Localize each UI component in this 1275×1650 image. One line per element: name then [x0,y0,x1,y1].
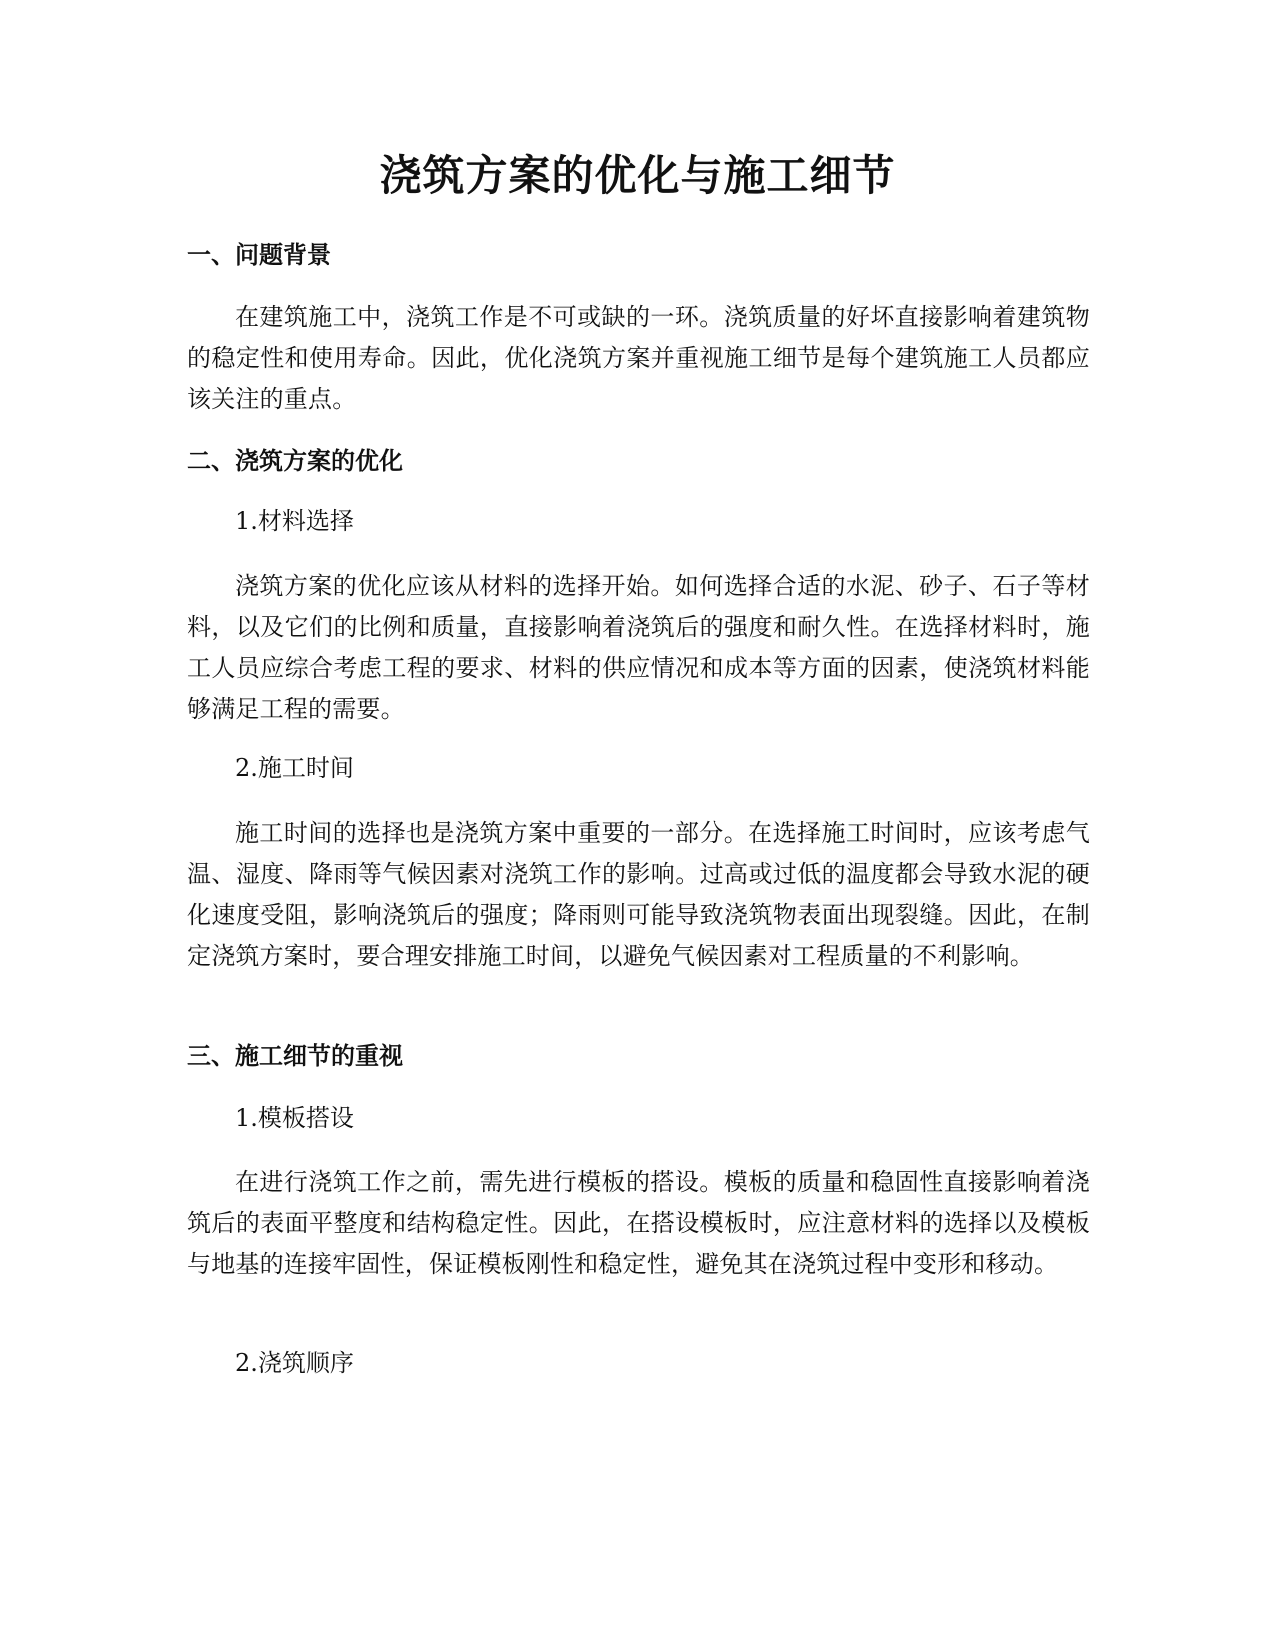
section-heading-background: 一、问题背景 [187,241,331,269]
subsection-label-formwork: 1.模板搭设 [235,1104,354,1132]
section-heading-details: 三、施工细节的重视 [187,1042,403,1070]
subsection-label-material: 1.材料选择 [235,507,354,535]
paragraph-formwork: 在进行浇筑工作之前，需先进行模板的搭设。模板的质量和稳固性直接影响着浇筑后的表面平整度和结构稳定性。因此，在搭设模板时，应注意材料的选择以及模板与地基的连接牢固性，保证模板刚性和稳定性，避免其在浇筑过程中变形和移动。 [187,1168,1090,1278]
document-title: 浇筑方案的优化与施工细节 [379,151,896,200]
section-heading-optimization: 二、浇筑方案的优化 [187,447,403,475]
paragraph-time: 施工时间的选择也是浇筑方案中重要的一部分。在选择施工时间时，应该考虑气温、湿度、降雨等气候因素对浇筑工作的影响。过高或过低的温度都会导致水泥的硬化速度受阻，影响浇筑后的强度；降雨则可能导致浇筑物表面出现裂缝。因此，在制定浇筑方案时，要合理安排施工时间，以避免气候因素对工程质量的不利影响。 [187,819,1090,970]
subsection-label-time: 2.施工时间 [235,754,354,782]
paragraph-background: 在建筑施工中，浇筑工作是不可或缺的一环。浇筑质量的好坏直接影响着建筑物的稳定性和使用寿命。因此，优化浇筑方案并重视施工细节是每个建筑施工人员都应该关注的重点。 [187,303,1090,413]
paragraph-material: 浇筑方案的优化应该从材料的选择开始。如何选择合适的水泥、砂子、石子等材料，以及它们的比例和质量，直接影响着浇筑后的强度和耐久性。在选择材料时，施工人员应综合考虑工程的要求、材料的供应情况和成本等方面的因素，使浇筑材料能够满足工程的需要。 [187,572,1090,723]
subsection-label-pouring-order: 2.浇筑顺序 [235,1349,354,1377]
